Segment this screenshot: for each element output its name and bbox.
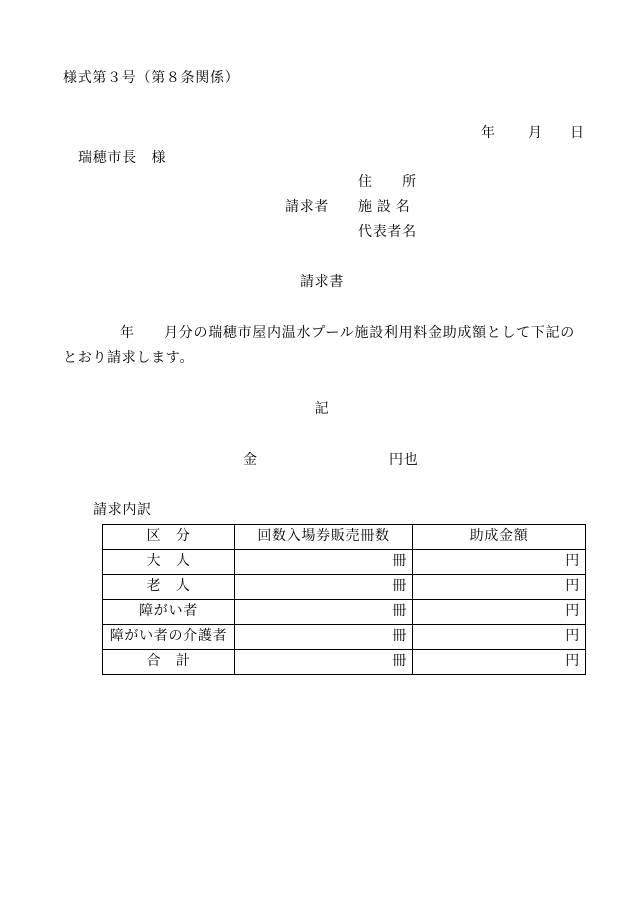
row-category: 合 計	[103, 650, 235, 675]
row-amount-unit: 円	[413, 625, 586, 650]
requester-facility-label: 施 設 名	[358, 200, 411, 215]
row-amount-unit: 円	[413, 575, 586, 600]
row-books-unit: 冊	[235, 650, 413, 675]
table-row	[103, 575, 586, 600]
table-row-total	[103, 650, 586, 675]
row-books-unit: 冊	[235, 575, 413, 600]
date-day-label: 日	[570, 126, 585, 141]
table-header-row	[103, 525, 586, 550]
row-books-unit: 冊	[235, 625, 413, 650]
row-category: 大 人	[103, 550, 235, 575]
row-books-unit: 冊	[235, 600, 413, 625]
amount-suffix: 円也	[389, 453, 419, 468]
form-number: 様式第３号（第８条関係）	[63, 71, 240, 86]
breakdown-table	[102, 524, 586, 675]
row-amount-unit: 円	[413, 550, 586, 575]
row-amount-unit: 円	[413, 600, 586, 625]
document-title: 請求書	[299, 275, 345, 290]
requester-representative-label: 代表者名	[358, 225, 417, 240]
requester-address-label: 住 所	[358, 175, 417, 190]
row-books-unit: 冊	[235, 550, 413, 575]
date-month-label: 月	[528, 126, 543, 141]
date-year-label: 年	[481, 126, 496, 141]
row-category: 障がい者	[103, 600, 235, 625]
amount-prefix: 金	[243, 453, 258, 468]
ki-heading: 記	[314, 402, 330, 417]
body-text-line-2: とおり請求します。	[63, 351, 195, 366]
breakdown-caption: 請求内訳	[93, 503, 152, 518]
body-text-line-1: 年 月分の瑞穂市屋内温水プール施設利用料金助成額として下記の	[120, 326, 575, 341]
requester-label: 請求者	[285, 200, 330, 215]
header-subsidy-amount: 助成金額	[413, 525, 586, 550]
table-row	[103, 550, 586, 575]
row-amount-unit: 円	[413, 650, 586, 675]
row-category: 障がい者の介護者	[103, 625, 235, 650]
addressee: 瑞穂市長 様	[78, 151, 167, 166]
header-category: 区 分	[103, 525, 235, 550]
table-row	[103, 600, 586, 625]
table-row	[103, 625, 586, 650]
row-category: 老 人	[103, 575, 235, 600]
header-books-sold: 回数入場券販売冊数	[235, 525, 413, 550]
